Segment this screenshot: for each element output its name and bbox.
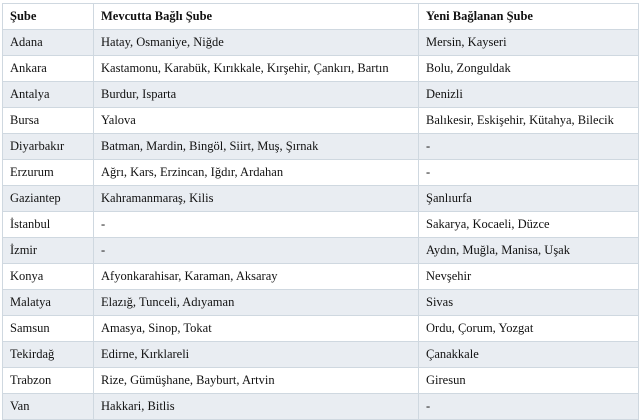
table-row <box>3 342 639 368</box>
new-branches-cell: Şanlıurfa <box>419 186 639 212</box>
table-row <box>3 186 639 212</box>
branch-cell: Trabzon <box>3 368 94 394</box>
branch-cell: Erzurum <box>3 160 94 186</box>
table-row <box>3 56 639 82</box>
table-header <box>3 4 639 30</box>
new-branches-cell: Giresun <box>419 368 639 394</box>
branch-cell: Van <box>3 394 94 420</box>
new-branches-cell: - <box>419 134 639 160</box>
table-row <box>3 264 639 290</box>
current-branches-cell: Burdur, Isparta <box>94 82 419 108</box>
header-row <box>3 4 639 30</box>
table-row <box>3 160 639 186</box>
new-branches-cell: - <box>419 394 639 420</box>
header-new-branches: Yeni Bağlanan Şube <box>419 4 639 30</box>
new-branches-cell: Sakarya, Kocaeli, Düzce <box>419 212 639 238</box>
new-branches-cell: Sivas <box>419 290 639 316</box>
branch-cell: Ankara <box>3 56 94 82</box>
table-row <box>3 316 639 342</box>
current-branches-cell: Yalova <box>94 108 419 134</box>
new-branches-cell: Bolu, Zonguldak <box>419 56 639 82</box>
new-branches-cell: Nevşehir <box>419 264 639 290</box>
current-branches-cell: Rize, Gümüşhane, Bayburt, Artvin <box>94 368 419 394</box>
table-row <box>3 212 639 238</box>
current-branches-cell: Hatay, Osmaniye, Niğde <box>94 30 419 56</box>
current-branches-cell: Kastamonu, Karabük, Kırıkkale, Kırşehir, Çankırı, Bartın <box>94 56 419 82</box>
table-row <box>3 368 639 394</box>
new-branches-cell: - <box>419 160 639 186</box>
new-branches-cell: Denizli <box>419 82 639 108</box>
branch-cell: Bursa <box>3 108 94 134</box>
branch-cell: Malatya <box>3 290 94 316</box>
branch-table <box>2 3 639 420</box>
current-branches-cell: Elazığ, Tunceli, Adıyaman <box>94 290 419 316</box>
current-branches-cell: Edirne, Kırklareli <box>94 342 419 368</box>
branch-cell: İzmir <box>3 238 94 264</box>
table-row <box>3 394 639 420</box>
new-branches-cell: Aydın, Muğla, Manisa, Uşak <box>419 238 639 264</box>
current-branches-cell: Kahramanmaraş, Kilis <box>94 186 419 212</box>
new-branches-cell: Balıkesir, Eskişehir, Kütahya, Bilecik <box>419 108 639 134</box>
branch-cell: Konya <box>3 264 94 290</box>
new-branches-cell: Ordu, Çorum, Yozgat <box>419 316 639 342</box>
branch-cell: Diyarbakır <box>3 134 94 160</box>
table-row <box>3 290 639 316</box>
branch-cell: Tekirdağ <box>3 342 94 368</box>
current-branches-cell: Amasya, Sinop, Tokat <box>94 316 419 342</box>
table-row <box>3 238 639 264</box>
table-row <box>3 82 639 108</box>
current-branches-cell: Hakkari, Bitlis <box>94 394 419 420</box>
current-branches-cell: Afyonkarahisar, Karaman, Aksaray <box>94 264 419 290</box>
current-branches-cell: - <box>94 212 419 238</box>
current-branches-cell: - <box>94 238 419 264</box>
table-body <box>3 30 639 420</box>
new-branches-cell: Çanakkale <box>419 342 639 368</box>
table-row <box>3 108 639 134</box>
branch-cell: Gaziantep <box>3 186 94 212</box>
header-branch: Şube <box>3 4 94 30</box>
branch-cell: Adana <box>3 30 94 56</box>
table-row <box>3 30 639 56</box>
branch-cell: Antalya <box>3 82 94 108</box>
current-branches-cell: Ağrı, Kars, Erzincan, Iğdır, Ardahan <box>94 160 419 186</box>
branch-cell: Samsun <box>3 316 94 342</box>
current-branches-cell: Batman, Mardin, Bingöl, Siirt, Muş, Şırnak <box>94 134 419 160</box>
new-branches-cell: Mersin, Kayseri <box>419 30 639 56</box>
table-row <box>3 134 639 160</box>
header-current-branches: Mevcutta Bağlı Şube <box>94 4 419 30</box>
branch-cell: İstanbul <box>3 212 94 238</box>
